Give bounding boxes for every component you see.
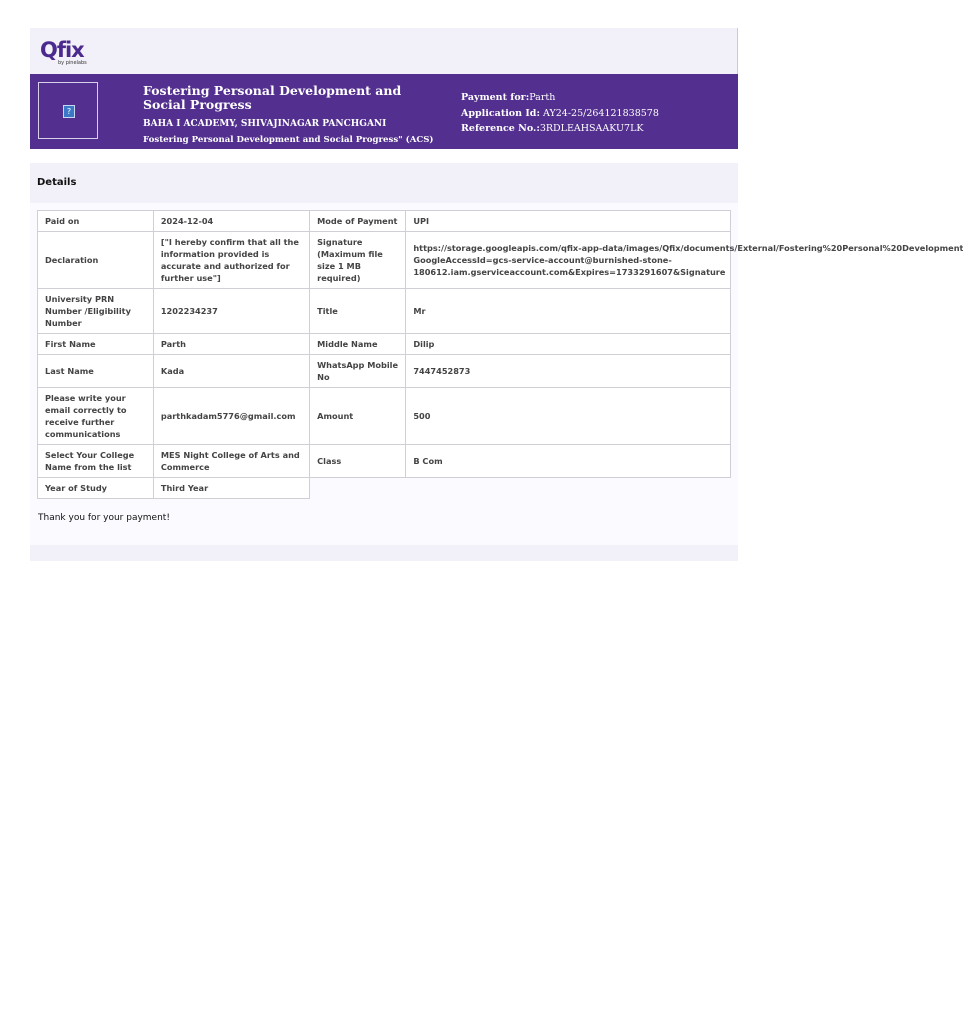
field-value: 500 [406,388,731,445]
table-row [38,355,731,388]
table-row [38,445,731,478]
institute-image [38,82,98,139]
application-id: Application Id: AY24-25/264121838578 [461,107,659,119]
field-label: Declaration [38,232,154,289]
field-label: Please write your email correctly to receive further communications [38,388,154,445]
header-subtitle: Fostering Personal Development and Social Progress" (ACS) [143,135,434,145]
field-label: First Name [38,334,154,355]
payment-info [461,92,659,139]
field-label: Last Name [38,355,154,388]
field-value: Third Year [153,478,309,499]
field-value: Dilip [406,334,731,355]
field-label: WhatsApp Mobile No [310,355,406,388]
field-label: University PRN Number /Eligibility Number [38,289,154,334]
receipt-page [30,28,963,561]
details-table [37,210,963,499]
field-value: Parth [153,334,309,355]
field-label: Paid on [38,211,154,232]
logo-bar [30,28,738,74]
header-band [30,74,738,149]
field-value: parthkadam5776@gmail.com [153,388,309,445]
signature-link[interactable]: https://storage.googleapis.com/qfix-app-data/images/Qfix/documents/External/Fostering%20Personal%20Development GoogleAccessId=gcs-service-account@burnished-stone- 180612.iam.gserviceaccount.com&Expires=1733291607&Signature [406,232,731,289]
footer-bar [30,545,738,561]
field-value: 1202234237 [153,289,309,334]
logo-subtext: by pinelabs [58,60,87,66]
reference-no: Reference No.:3RDLEAHSAAKU7LK [461,123,644,134]
field-label: Mode of Payment [310,211,406,232]
qfix-logo [40,38,87,66]
field-label: Year of Study [38,478,154,499]
header-title: Fostering Personal Development and Social Progress [143,83,402,112]
field-value: ["I hereby confirm that all the information provided is accurate and authorized for further use"] [153,232,309,289]
logo-text: Qfix [40,38,84,62]
field-value: Mr [406,289,731,334]
table-row [38,289,731,334]
field-label: Select Your College Name from the list [38,445,154,478]
table-row [38,211,731,232]
details-bar [30,163,738,203]
field-value: Kada [153,355,309,388]
header-organization: BAHA I ACADEMY, SHIVAJINAGAR PANCHGANI [143,119,387,129]
table-row [38,388,731,445]
thank-you-message: Thank you for your payment! [38,513,170,523]
field-value: MES Night College of Arts and Commerce [153,445,309,478]
field-value: 7447452873 [406,355,731,388]
field-label: Class [310,445,406,478]
field-label: Title [310,289,406,334]
details-content [30,203,963,545]
empty-cell [310,478,731,499]
broken-image-icon: ? [63,105,75,118]
field-value: UPI [406,211,731,232]
payment-for: Payment for:Parth [461,92,556,103]
field-label: Middle Name [310,334,406,355]
field-label: Amount [310,388,406,445]
table-row [38,232,731,289]
field-value: 2024-12-04 [153,211,309,232]
details-title: Details [37,177,77,188]
field-value: B Com [406,445,731,478]
table-row [38,478,731,499]
table-row [38,334,731,355]
field-label: Signature (Maximum file size 1 MB required) [310,232,406,289]
